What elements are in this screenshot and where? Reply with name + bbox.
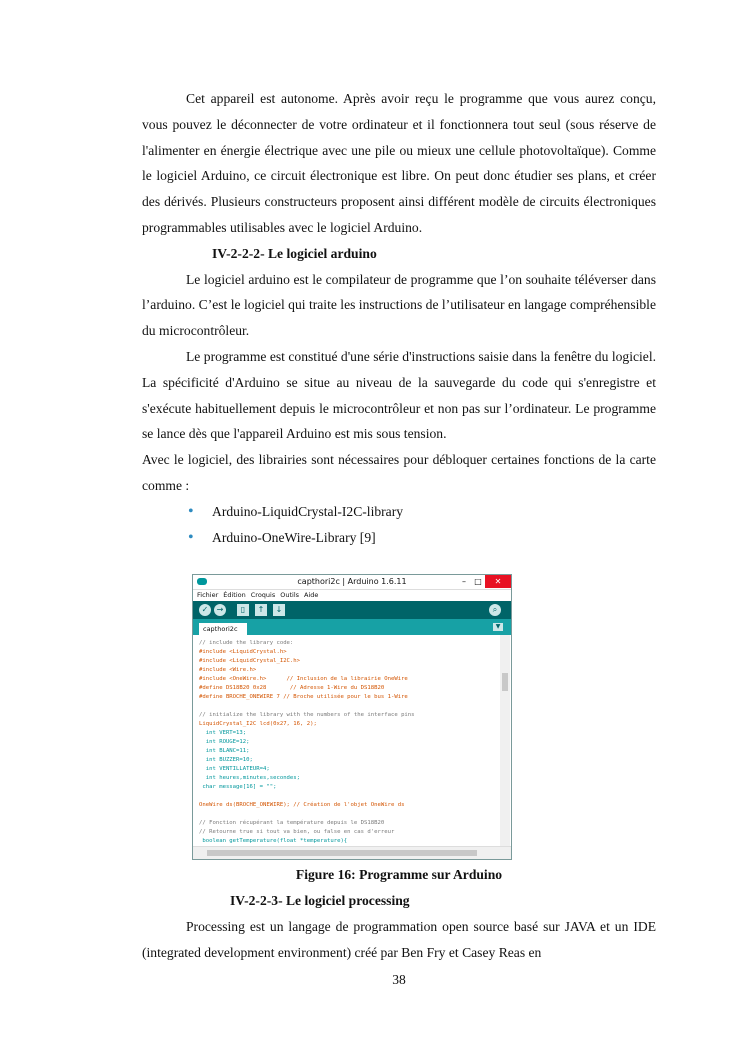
- code-line: #define DS18B20 0x28 // Adresse 1-Wire du DS18B20: [199, 685, 385, 691]
- bullet-item-1: • Arduino-LiquidCrystal-I2C-library: [142, 499, 656, 525]
- code-line: [199, 702, 501, 711]
- menu-croquis[interactable]: Croquis: [250, 591, 276, 599]
- scroll-thumb[interactable]: [207, 850, 477, 856]
- minimize-icon[interactable]: –: [462, 577, 466, 586]
- code-line: int VERT=13;: [199, 730, 247, 736]
- code-line: // include the library code:: [199, 640, 294, 646]
- bullet-icon: •: [188, 528, 194, 546]
- tab-bar: [193, 619, 511, 635]
- code-line: OneWire ds(BROCHE_ONEWIRE); // Création de l'objet OneWire ds: [199, 802, 405, 808]
- maximize-icon[interactable]: □: [474, 577, 482, 586]
- horizontal-scrollbar[interactable]: [193, 846, 511, 859]
- verify-icon[interactable]: ✓: [199, 604, 211, 616]
- paragraph-4: Avec le logiciel, des librairies sont nécessaires pour débloquer certaines fonctions de la carte comme :: [142, 452, 656, 493]
- code-line: #include <OneWire.h> // Inclusion de la librairie OneWire: [199, 676, 408, 682]
- scroll-thumb[interactable]: [502, 673, 508, 691]
- save-icon[interactable]: ↓: [273, 604, 285, 616]
- code-line: #include <LiquidCrystal.h>: [199, 649, 287, 655]
- new-file-icon[interactable]: ▯: [237, 604, 249, 616]
- code-line: #include <Wire.h>: [199, 667, 257, 673]
- code-line: // Retourne true si tout va bien, ou false en cas d'erreur: [199, 829, 395, 835]
- code-line: #include <LiquidCrystal_I2C.h>: [199, 658, 301, 664]
- code-line: boolean getTemperature(float *temperature){: [199, 838, 348, 844]
- heading-logiciel-processing: IV-2-2-3- Le logiciel processing: [230, 893, 410, 908]
- code-line: // initialize the library with the numbers of the interface pins: [199, 712, 415, 718]
- menu-fichier[interactable]: Fichier: [197, 591, 219, 599]
- bullet-item-2: • Arduino-OneWire-Library [9]: [142, 525, 656, 551]
- code-line: char message[16] = "";: [199, 784, 277, 790]
- page-number: 38: [392, 972, 406, 987]
- code-line: [199, 792, 501, 801]
- code-line: [199, 810, 501, 819]
- code-line: int BLANC=11;: [199, 748, 250, 754]
- code-line: int heures,minutes,secondes;: [199, 775, 301, 781]
- bullet-icon: •: [188, 502, 194, 520]
- menu-aide[interactable]: Aide: [304, 591, 319, 599]
- serial-monitor-icon[interactable]: ⌕: [489, 604, 501, 616]
- code-line: int BUZZER=10;: [199, 757, 253, 763]
- body-text-2: [142, 888, 656, 965]
- toolbar: [193, 601, 511, 619]
- close-icon[interactable]: ✕: [485, 575, 511, 588]
- arduino-ide-screenshot: [192, 574, 512, 860]
- tab-menu-icon[interactable]: ▼: [493, 623, 503, 631]
- title-bar: [193, 575, 511, 590]
- menu-edition[interactable]: Édition: [223, 591, 246, 599]
- paragraph-5: Processing est un langage de programmation open source basé sur JAVA et un IDE (integrated development environment) créé par Ben Fry et Casey Reas en: [142, 918, 656, 960]
- window-title: capthori2c | Arduino 1.6.11: [297, 577, 407, 586]
- code-line: int ROUGE=12;: [199, 739, 250, 745]
- open-icon[interactable]: ↑: [255, 604, 267, 616]
- heading-logiciel-arduino: IV-2-2-2- Le logiciel arduino: [212, 245, 377, 261]
- paragraph-3: Le programme est constitué d'une série d'instructions saisie dans la fenêtre du logiciel. La spécificité d'Arduino se situe au niveau de la sauvegarde du code qui s'enregistre et s'exécute habituellement depuis le microcontrôleur et non pas sur l’ordinateur. Le programme se lance dès que l'appareil Arduino est mis sous tension.: [142, 348, 656, 442]
- tab-capthori2c[interactable]: capthori2c: [199, 623, 247, 635]
- code-line: LiquidCrystal_I2C lcd(0x27, 16, 2);: [199, 721, 317, 727]
- paragraph-2: Le logiciel arduino est le compilateur de programme que l’on souhaite téléverser dans l’arduino. C’est le logiciel qui traite les instructions de l’utilisateur en langage compréhensible du microcontrôleur.: [142, 271, 656, 339]
- menu-outils[interactable]: Outils: [280, 591, 300, 599]
- code-line: #define BROCHE_ONEWIRE 7 // Broche utilisée pour le bus 1-Wire: [199, 694, 408, 700]
- paragraph-1: Cet appareil est autonome. Après avoir reçu le programme que vous aurez conçu, vous pouvez le déconnecter de votre ordinateur et il fonctionnera tout seul (sous réserve de l'alimenter en énergie électrique avec une pile ou mieux une cellule photovoltaïque). Comme le logiciel Arduino, ce circuit électronique est libre. On peut donc étudier ses plans, et créer des dérivés. Plusieurs constructeurs proposent ainsi différent modèle de circuits électroniques programmables utilisables avec le logiciel Arduino.: [142, 91, 656, 235]
- code-line: // Fonction récupérant la température depuis le DS18B20: [199, 820, 385, 826]
- code-editor[interactable]: [193, 635, 501, 847]
- figure-caption: Figure 16: Programme sur Arduino: [295, 867, 503, 882]
- arduino-window: [192, 574, 512, 860]
- code-line: int VENTILLATEUR=4;: [199, 766, 270, 772]
- vertical-scrollbar[interactable]: [500, 635, 510, 847]
- upload-icon[interactable]: →: [214, 604, 226, 616]
- menu-bar: [193, 590, 511, 601]
- body-text: [142, 86, 656, 550]
